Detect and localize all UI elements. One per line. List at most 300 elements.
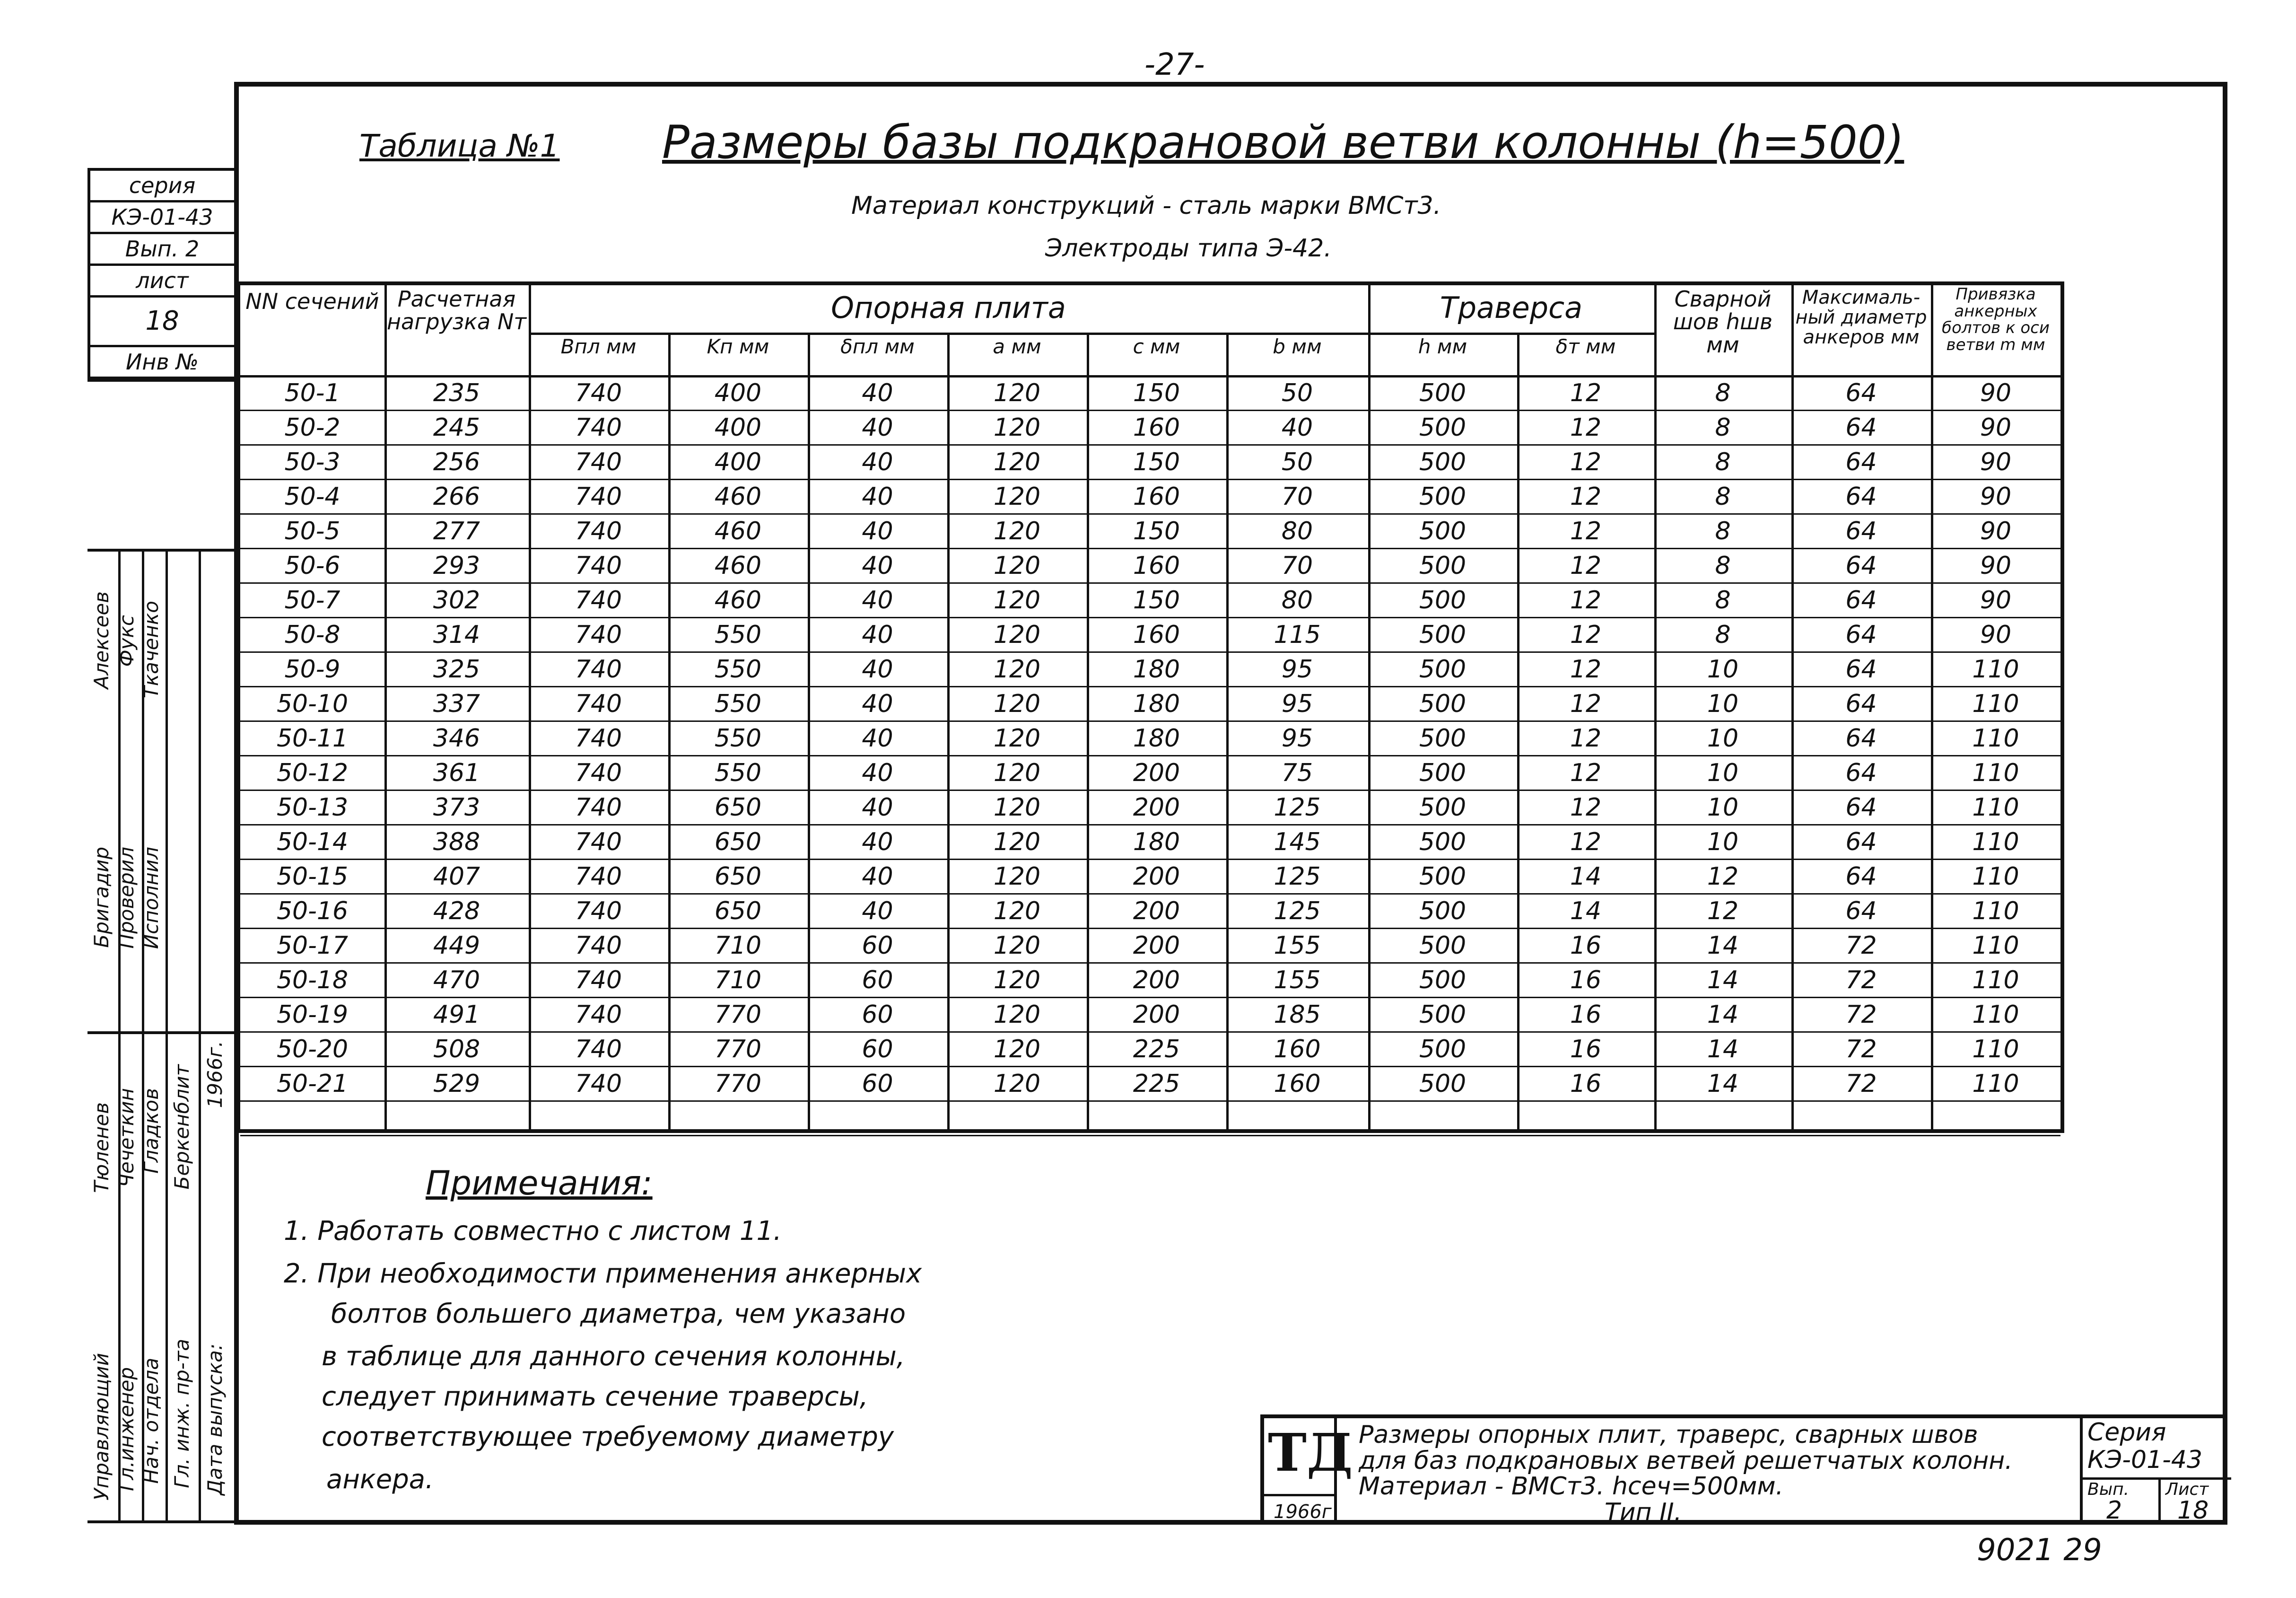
table-cell: 508: [433, 1035, 480, 1063]
table-cell: 120: [993, 1035, 1041, 1063]
table-cell: 12: [1570, 552, 1602, 580]
table-cell: 500: [1419, 621, 1467, 649]
header-bolt-offset: Привязка анкерных болтов к оси ветви m мм: [1942, 285, 2050, 355]
table-cell: 160: [1133, 621, 1180, 649]
table-cell: 50-6: [284, 552, 340, 580]
table-cell: 14: [1707, 931, 1739, 960]
table-cell: 500: [1419, 931, 1467, 960]
table-cell: 64: [1845, 621, 1877, 649]
table-cell: 110: [1972, 897, 2019, 925]
table-cell: 500: [1419, 724, 1467, 753]
table-cell: 75: [1281, 759, 1313, 787]
table-cell: 40: [1281, 413, 1313, 442]
table-cell: 110: [1972, 862, 2019, 891]
table-cell: 90: [1980, 413, 2012, 442]
table-cell: 95: [1281, 724, 1313, 753]
side-series-box: [87, 168, 234, 382]
table-cell: 770: [714, 1035, 762, 1063]
header-max-diameter: Максималь- ный диаметр анкеров мм: [1795, 287, 1927, 348]
table-row-line: [240, 375, 2060, 378]
stamp-series-box: [2080, 1418, 2231, 1525]
table-cell: 302: [433, 586, 480, 615]
table-cell: 60: [862, 1035, 893, 1063]
stamp-list-label: Лист: [2165, 1480, 2209, 1499]
side-list: 18: [90, 298, 234, 347]
table-cell: 500: [1419, 517, 1467, 545]
table-cell: 80: [1281, 517, 1313, 545]
table-cell: 740: [575, 931, 622, 960]
stamp-desc-line: Материал - ВМСт3. hсеч=500мм.: [1359, 1472, 1784, 1501]
side-divider: [166, 549, 168, 1523]
table-cell: 72: [1845, 931, 1877, 960]
side-name: Алексеев: [90, 591, 113, 689]
table-cell: 50-1: [284, 379, 340, 407]
td-logo: ТД: [1268, 1422, 1353, 1483]
side-role: Исполнил: [140, 847, 163, 949]
side-series: КЭ-01-43: [90, 202, 234, 234]
table-cell: 64: [1845, 793, 1877, 822]
table-cell: 16: [1570, 966, 1602, 994]
table-cell: 50-11: [276, 724, 349, 753]
subheader-cell: Bпл мм: [560, 335, 637, 358]
side-role: Гл. инж. пр-та: [170, 1339, 193, 1488]
table-cell: 256: [433, 448, 480, 476]
subheader-cell: δт мм: [1555, 335, 1616, 358]
table-cell: 14: [1707, 1070, 1739, 1098]
table-cell: 60: [862, 966, 893, 994]
table-cell: 8: [1715, 586, 1731, 615]
table-cell: 740: [575, 379, 622, 407]
note-line: соответствующее требуемому диаметру: [322, 1422, 894, 1452]
table-cell: 125: [1274, 862, 1321, 891]
table-cell: 12: [1570, 793, 1602, 822]
table-number: Таблица №1: [359, 128, 560, 164]
table-cell: 770: [714, 1001, 762, 1029]
table-cell: 50-2: [284, 413, 340, 442]
table-cell: 740: [575, 897, 622, 925]
table-cell: 120: [993, 690, 1041, 718]
table-row-line: [240, 651, 2060, 653]
table-cell: 225: [1133, 1035, 1180, 1063]
side-inv: Инв №: [90, 347, 234, 379]
table-cell: 12: [1707, 897, 1739, 925]
table-cell: 200: [1133, 862, 1180, 891]
table-row-line: [240, 928, 2060, 929]
table-cell: 90: [1980, 552, 2012, 580]
stamp-vyp: 2: [2106, 1496, 2122, 1525]
table-cell: 160: [1274, 1070, 1321, 1098]
table-cell: 200: [1133, 759, 1180, 787]
table-cell: 500: [1419, 690, 1467, 718]
table-row-line: [240, 617, 2060, 618]
table-cell: 90: [1980, 586, 2012, 615]
table-cell: 40: [862, 586, 893, 615]
table-cell: 500: [1419, 862, 1467, 891]
table-cell: 740: [575, 1001, 622, 1029]
table-cell: 50-13: [276, 793, 349, 822]
header-traverse: Траверса: [1440, 290, 1583, 325]
stamp-desc-line: для баз подкрановых ветвей решетчатых колонн.: [1359, 1446, 2013, 1475]
page-number: -27-: [1144, 47, 1205, 82]
side-list-label: лист: [90, 266, 234, 298]
table-cell: 740: [575, 483, 622, 511]
table-cell: 8: [1715, 483, 1731, 511]
table-cell: 120: [993, 586, 1041, 615]
table-cell: 740: [575, 655, 622, 684]
table-cell: 64: [1845, 379, 1877, 407]
table-cell: 10: [1707, 828, 1739, 856]
table-cell: 12: [1707, 862, 1739, 891]
table-cell: 200: [1133, 931, 1180, 960]
table-cell: 50-8: [284, 621, 340, 649]
table-row-line: [240, 686, 2060, 687]
table-cell: 12: [1570, 413, 1602, 442]
table-row-line: [240, 962, 2060, 964]
dimension-table: [236, 281, 2064, 1133]
table-cell: 64: [1845, 552, 1877, 580]
note-line: 1. Работать совместно с листом 11.: [284, 1216, 782, 1247]
table-cell: 110: [1972, 828, 2019, 856]
table-cell: 550: [714, 655, 762, 684]
table-cell: 16: [1570, 1035, 1602, 1063]
table-cell: 500: [1419, 483, 1467, 511]
table-cell: 500: [1419, 828, 1467, 856]
table-cell: 12: [1570, 690, 1602, 718]
table-cell: 12: [1570, 448, 1602, 476]
table-row-line: [240, 1100, 2060, 1102]
table-cell: 400: [714, 413, 762, 442]
table-cell: 50-10: [276, 690, 349, 718]
table-cell: 14: [1570, 862, 1602, 891]
side-divider: [199, 549, 201, 1523]
table-cell: 12: [1570, 621, 1602, 649]
table-cell: 40: [862, 379, 893, 407]
table-cell: 40: [862, 724, 893, 753]
stamp-series: КЭ-01-43: [2087, 1446, 2203, 1474]
table-cell: 110: [1972, 931, 2019, 960]
table-cell: 40: [862, 655, 893, 684]
table-cell: 740: [575, 862, 622, 891]
table-row-line: [240, 1135, 2060, 1136]
table-cell: 120: [993, 448, 1041, 476]
table-cell: 120: [993, 483, 1041, 511]
table-cell: 40: [862, 862, 893, 891]
table-cell: 50-3: [284, 448, 340, 476]
table-cell: 120: [993, 931, 1041, 960]
table-cell: 70: [1281, 483, 1313, 511]
table-cell: 449: [433, 931, 480, 960]
table-cell: 8: [1715, 448, 1731, 476]
header-load: Расчетная нагрузка Nт: [386, 286, 527, 335]
table-cell: 325: [433, 655, 480, 684]
table-cell: 16: [1570, 931, 1602, 960]
table-cell: 64: [1845, 586, 1877, 615]
note-line: 2. При необходимости применения анкерных: [284, 1258, 922, 1289]
table-cell: 60: [862, 1070, 893, 1098]
table-cell: 110: [1972, 759, 2019, 787]
table-cell: 80: [1281, 586, 1313, 615]
notes-title: Примечания:: [426, 1164, 653, 1203]
stamp-divider: [2158, 1477, 2161, 1525]
header-weld: Сварной шов hшв мм: [1673, 286, 1773, 358]
table-cell: 64: [1845, 724, 1877, 753]
side-name: Тюленев: [90, 1102, 113, 1193]
table-cell: 50: [1281, 448, 1313, 476]
table-cell: 40: [862, 552, 893, 580]
table-cell: 95: [1281, 690, 1313, 718]
table-cell: 90: [1980, 517, 2012, 545]
table-cell: 50-5: [284, 517, 340, 545]
table-cell: 120: [993, 1070, 1041, 1098]
table-cell: 40: [862, 413, 893, 442]
table-cell: 50-17: [276, 931, 349, 960]
table-cell: 373: [433, 793, 480, 822]
side-name: Гладков: [140, 1088, 163, 1174]
table-cell: 740: [575, 828, 622, 856]
table-cell: 550: [714, 724, 762, 753]
table-cell: 8: [1715, 413, 1731, 442]
table-cell: 40: [862, 828, 893, 856]
note-line: в таблице для данного сечения колонны,: [322, 1341, 905, 1372]
table-cell: 90: [1980, 483, 2012, 511]
table-cell: 70: [1281, 552, 1313, 580]
table-cell: 50-18: [276, 966, 349, 994]
table-cell: 8: [1715, 621, 1731, 649]
table-cell: 14: [1707, 1035, 1739, 1063]
table-row-line: [240, 1031, 2060, 1033]
stamp-series-label: Серия: [2087, 1418, 2166, 1447]
table-cell: 110: [1972, 1070, 2019, 1098]
table-row-line: [240, 1066, 2060, 1067]
table-cell: 200: [1133, 897, 1180, 925]
table-row-line: [240, 513, 2060, 515]
table-cell: 72: [1845, 1070, 1877, 1098]
table-cell: 550: [714, 759, 762, 787]
table-cell: 120: [993, 759, 1041, 787]
table-cell: 160: [1274, 1035, 1321, 1063]
table-cell: 180: [1133, 724, 1180, 753]
table-cell: 12: [1570, 586, 1602, 615]
table-cell: 50: [1281, 379, 1313, 407]
side-role: Бригадир: [90, 847, 113, 948]
table-cell: 72: [1845, 1035, 1877, 1063]
table-cell: 12: [1570, 655, 1602, 684]
side-role: Управляющий: [90, 1353, 113, 1501]
table-cell: 14: [1707, 966, 1739, 994]
table-cell: 64: [1845, 897, 1877, 925]
electrode-line: Электроды типа Э-42.: [1045, 234, 1332, 263]
table-row-line: [240, 997, 2060, 998]
table-cell: 235: [433, 379, 480, 407]
table-cell: 120: [993, 793, 1041, 822]
table-cell: 10: [1707, 759, 1739, 787]
page-title: Размеры базы подкрановой ветви колонны (h=500): [662, 116, 1904, 169]
table-cell: 500: [1419, 1035, 1467, 1063]
table-cell: 710: [714, 966, 762, 994]
table-cell: 740: [575, 724, 622, 753]
table-cell: 40: [862, 621, 893, 649]
subheader-cell: b мм: [1273, 335, 1322, 358]
table-cell: 120: [993, 379, 1041, 407]
table-cell: 740: [575, 1070, 622, 1098]
table-cell: 470: [433, 966, 480, 994]
table-cell: 12: [1570, 828, 1602, 856]
table-cell: 40: [862, 448, 893, 476]
table-cell: 200: [1133, 966, 1180, 994]
table-cell: 200: [1133, 793, 1180, 822]
table-cell: 64: [1845, 690, 1877, 718]
side-role: Дата выпуска:: [203, 1343, 227, 1495]
table-cell: 500: [1419, 655, 1467, 684]
table-row-line: [240, 859, 2060, 860]
table-cell: 155: [1274, 931, 1321, 960]
table-cell: 500: [1419, 586, 1467, 615]
footer-code: 9021 29: [1977, 1533, 2102, 1568]
table-cell: 120: [993, 621, 1041, 649]
table-cell: 491: [433, 1001, 480, 1029]
table-cell: 10: [1707, 655, 1739, 684]
table-cell: 361: [433, 759, 480, 787]
table-cell: 64: [1845, 862, 1877, 891]
table-cell: 115: [1274, 621, 1321, 649]
table-cell: 50-19: [276, 1001, 349, 1029]
table-cell: 120: [993, 552, 1041, 580]
table-cell: 500: [1419, 552, 1467, 580]
table-cell: 500: [1419, 448, 1467, 476]
table-cell: 740: [575, 413, 622, 442]
side-name: Беркенблит: [170, 1064, 193, 1190]
table-cell: 500: [1419, 897, 1467, 925]
table-cell: 50-16: [276, 897, 349, 925]
table-row-line: [240, 548, 2060, 549]
table-cell: 460: [714, 517, 762, 545]
table-cell: 650: [714, 862, 762, 891]
table-cell: 460: [714, 552, 762, 580]
table-cell: 50-4: [284, 483, 340, 511]
table-cell: 10: [1707, 793, 1739, 822]
table-cell: 740: [575, 552, 622, 580]
table-cell: 500: [1419, 966, 1467, 994]
side-vyp: Вып. 2: [90, 234, 234, 266]
table-cell: 740: [575, 966, 622, 994]
table-cell: 266: [433, 483, 480, 511]
table-cell: 245: [433, 413, 480, 442]
side-role: Гл.инженер: [115, 1367, 138, 1491]
table-row-line: [240, 824, 2060, 825]
table-cell: 460: [714, 586, 762, 615]
table-cell: 388: [433, 828, 480, 856]
table-cell: 12: [1570, 759, 1602, 787]
table-cell: 12: [1570, 724, 1602, 753]
table-cell: 14: [1707, 1001, 1739, 1029]
table-cell: 125: [1274, 897, 1321, 925]
table-cell: 8: [1715, 552, 1731, 580]
table-cell: 550: [714, 690, 762, 718]
table-cell: 740: [575, 759, 622, 787]
table-cell: 50-20: [276, 1035, 349, 1063]
table-cell: 64: [1845, 517, 1877, 545]
header-nn: NN сечений: [245, 289, 379, 314]
table-cell: 64: [1845, 655, 1877, 684]
table-cell: 740: [575, 690, 622, 718]
table-cell: 8: [1715, 379, 1731, 407]
table-cell: 12: [1570, 379, 1602, 407]
table-row-line: [240, 582, 2060, 584]
title-block: [1260, 1414, 2227, 1525]
table-row-line: [240, 444, 2060, 446]
table-cell: 120: [993, 413, 1041, 442]
table-cell: 125: [1274, 793, 1321, 822]
table-cell: 10: [1707, 690, 1739, 718]
table-cell: 90: [1980, 379, 2012, 407]
table-cell: 12: [1570, 483, 1602, 511]
subheader-cell: h мм: [1418, 335, 1467, 358]
table-cell: 12: [1570, 517, 1602, 545]
table-cell: 64: [1845, 448, 1877, 476]
table-cell: 710: [714, 931, 762, 960]
table-cell: 60: [862, 931, 893, 960]
table-cell: 120: [993, 966, 1041, 994]
note-line: следует принимать сечение траверсы,: [322, 1381, 868, 1412]
side-name: Чечеткин: [115, 1088, 138, 1187]
table-cell: 64: [1845, 759, 1877, 787]
table-row-line: [240, 790, 2060, 791]
table-cell: 10: [1707, 724, 1739, 753]
table-cell: 500: [1419, 759, 1467, 787]
table-cell: 277: [433, 517, 480, 545]
table-cell: 40: [862, 759, 893, 787]
table-cell: 225: [1133, 1070, 1180, 1098]
table-cell: 40: [862, 897, 893, 925]
table-cell: 500: [1419, 793, 1467, 822]
table-cell: 120: [993, 1001, 1041, 1029]
table-cell: 120: [993, 828, 1041, 856]
table-cell: 110: [1972, 1001, 2019, 1029]
table-cell: 150: [1133, 448, 1180, 476]
table-cell: 110: [1972, 966, 2019, 994]
table-cell: 16: [1570, 1070, 1602, 1098]
table-cell: 50-7: [284, 586, 340, 615]
table-cell: 110: [1972, 793, 2019, 822]
table-cell: 16: [1570, 1001, 1602, 1029]
table-cell: 650: [714, 793, 762, 822]
side-name: Ткаченко: [140, 601, 163, 698]
header-plate: Опорная плита: [831, 290, 1066, 325]
table-cell: 770: [714, 1070, 762, 1098]
table-cell: 160: [1133, 483, 1180, 511]
stamp-desc-line: Размеры опорных плит, траверс, сварных швов: [1359, 1421, 1978, 1449]
table-cell: 50-21: [276, 1070, 349, 1098]
table-cell: 180: [1133, 690, 1180, 718]
table-cell: 50-9: [284, 655, 340, 684]
table-cell: 60: [862, 1001, 893, 1029]
table-cell: 337: [433, 690, 480, 718]
table-cell: 500: [1419, 1001, 1467, 1029]
side-role: Нач. отдела: [140, 1358, 163, 1484]
table-cell: 110: [1972, 690, 2019, 718]
table-cell: 650: [714, 828, 762, 856]
table-cell: 110: [1972, 1035, 2019, 1063]
table-cell: 50-12: [276, 759, 349, 787]
side-role: Проверил: [115, 847, 138, 949]
table-row-line: [240, 410, 2060, 411]
table-cell: 150: [1133, 517, 1180, 545]
stamp-list: 18: [2177, 1496, 2209, 1525]
table-cell: 460: [714, 483, 762, 511]
subheader-cell: δпл мм: [840, 335, 915, 358]
table-cell: 50-14: [276, 828, 349, 856]
table-cell: 160: [1133, 413, 1180, 442]
